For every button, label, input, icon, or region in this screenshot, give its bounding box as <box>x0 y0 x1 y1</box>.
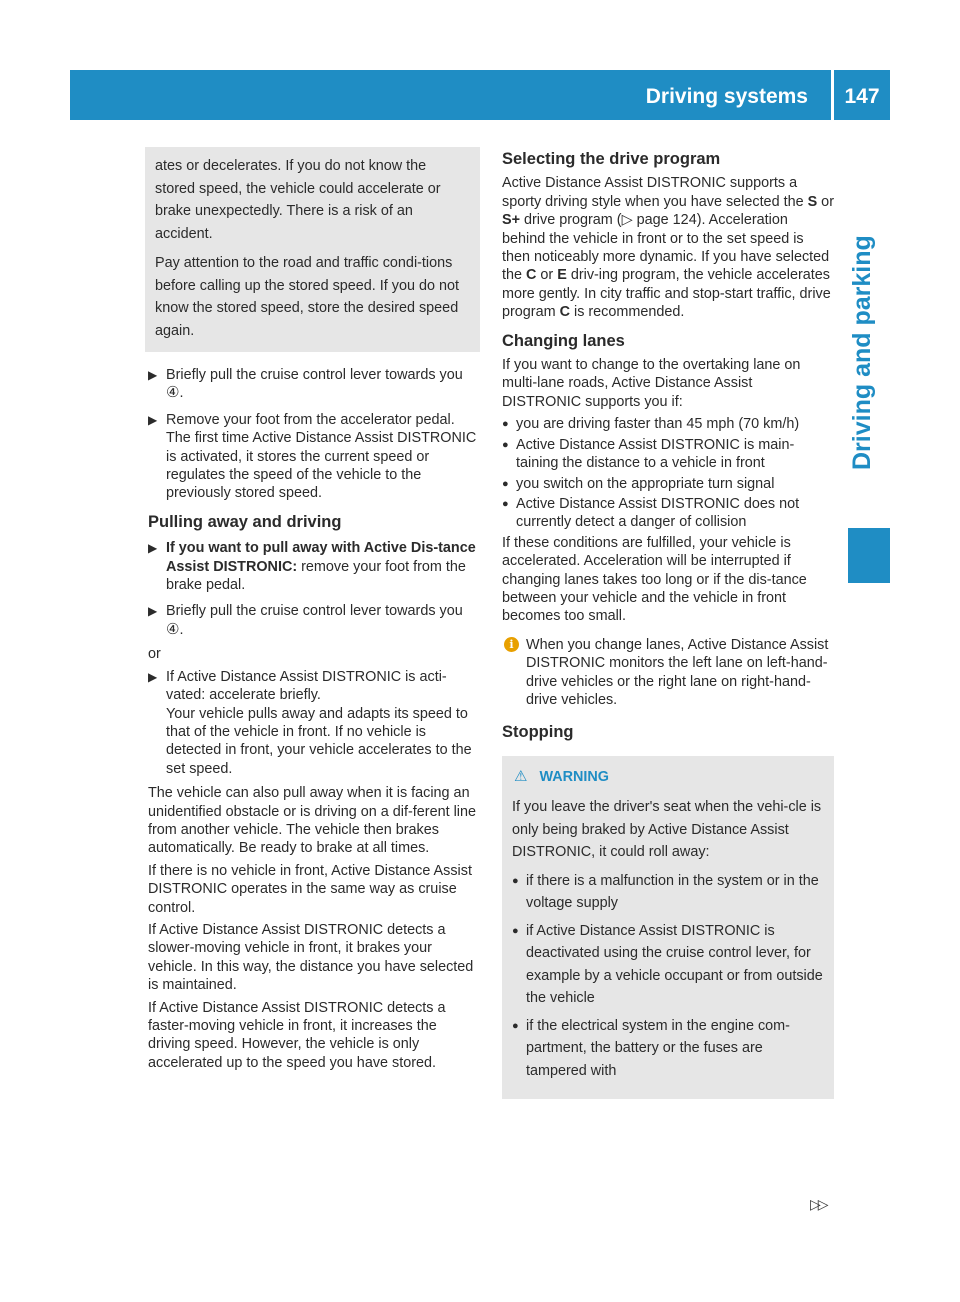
lanes-after: If these conditions are fulfilled, your vehicle is accelerated. Acceleration will be interrupted if changing lanes takes too long or if the dis-tance between your vehicle and the vehicle in front becomes too small. <box>502 534 807 625</box>
drive-program-text: Active Distance Assist DISTRONIC supports a sporty driving style when you have selected the S or S+ drive program (▷ page 124). Acceleration behind the vehicle in front or to the set speed is then noticeably more dynamic. If you have selected the C or E driv-ing program, the vehicle accelerates more gently. In city traffic and stop-start traffic, drive program C is recommended. <box>502 175 834 321</box>
right-column <box>502 150 834 1099</box>
section-title: Driving systems <box>645 85 808 108</box>
page-number: 147 <box>844 85 880 108</box>
chapter-tab-marker <box>848 528 890 583</box>
warning-continuation-box <box>145 147 480 352</box>
instruction-step: ▶ If Active Distance Assist DISTRONIC is acti-vated: accelerate briefly. Your vehicle pulls away and adapts its speed to that of the vehicle in front. If no vehicle is detected in front, your vehicle accelerates to the set speed. <box>148 668 472 777</box>
list-item: ● Active Distance Assist DISTRONIC is main-taining the distance to a vehicle in front <box>502 436 795 472</box>
ref-4: ④ <box>166 620 180 638</box>
heading-stopping: Stopping <box>502 723 574 742</box>
heading-drive-program: Selecting the drive program <box>502 150 721 168</box>
step-arrow-icon: ▶ <box>148 368 158 382</box>
chapter-tab-label: Driving and parking <box>848 235 876 470</box>
paragraph: If Active Distance Assist DISTRONIC detects a faster-moving vehicle in front, it increases the driving speed. However, the vehicle is only accelerated up to the speed you have stored. <box>148 999 446 1071</box>
list-item: ● Active Distance Assist DISTRONIC does not currently detect a danger of collision <box>502 495 800 531</box>
step-arrow-icon: ▶ <box>148 541 158 556</box>
instruction-step: ▶ Briefly pull the cruise control lever towards you ④. <box>148 367 463 402</box>
step-arrow-icon: ▶ <box>148 412 158 427</box>
continue-icon: ▷▷ <box>810 1196 826 1212</box>
warning-box <box>502 756 834 1100</box>
list-item: ● you switch on the appropriate turn signal <box>502 475 775 492</box>
paragraph: The vehicle can also pull away when it is facing an unidentified obstacle or is driving on a dif-ferent line from another vehicle. The vehicle then brakes automatically. Be ready to brake at all times. <box>148 785 476 857</box>
page-ref-icon: ▷ <box>621 212 633 229</box>
warning-intro: If you leave the driver's seat when the vehi-cle is only being braked by Active Distance Assist DISTRONIC, it could roll away: <box>512 799 822 861</box>
warning-list-item: ● if there is a malfunction in the system or in the voltage supply <box>512 872 819 912</box>
instruction-step: ▶ If you want to pull away with Active Dis-tance Assist DISTRONIC: remove your foot from the brake pedal. <box>148 540 476 594</box>
info-note: i When you change lanes, Active Distance Assist DISTRONIC monitors the left lane on left-hand-drive vehicles or the right lane on right-hand-drive vehicles. <box>502 636 834 710</box>
header-bar <box>70 70 890 120</box>
or-text: or <box>148 646 161 663</box>
lanes-intro: If you want to change to the overtaking lane on multi-lane roads, Active Distance Assist DISTRONIC supports you if: <box>502 357 801 410</box>
paragraph: If there is no vehicle in front, Active Distance Assist DISTRONIC operates in the same way as cruise control. <box>148 862 472 916</box>
warning-list-item: ● if the electrical system in the engine com-partment, the battery or the fuses are tampered with <box>512 1017 790 1079</box>
warning-text-2: Pay attention to the road and traffic condi-tions before calling up the stored speed. If you do not know the stored speed, store the desired speed again. <box>155 255 460 339</box>
left-column <box>148 147 480 1076</box>
step-arrow-icon: ▶ <box>148 604 158 619</box>
warning-title: ⚠ WARNING <box>514 767 610 785</box>
instruction-step: ▶ Briefly pull the cruise control lever towards you ④. <box>148 603 463 638</box>
warning-list-item: ● if Active Distance Assist DISTRONIC is deactivated using the cruise control lever, for example by a vehicle occupant or from outside the vehicle <box>512 922 823 1007</box>
warning-text-1: ates or decelerates. If you do not know the stored speed, the vehicle could accelerate or brake unexpectedly. There is a risk of an accident. <box>155 158 441 242</box>
warning-icon: ⚠ <box>514 767 528 785</box>
list-item: ● you are driving faster than 45 mph (70 km/h) <box>502 416 800 433</box>
ref-4: ④ <box>166 384 180 402</box>
heading-changing-lanes: Changing lanes <box>502 331 625 350</box>
info-icon: i <box>504 637 519 652</box>
step-arrow-icon: ▶ <box>148 669 158 684</box>
heading-pulling-away: Pulling away and driving <box>148 512 342 531</box>
paragraph: If Active Distance Assist DISTRONIC detects a slower-moving vehicle in front, it brakes your vehicle. In this way, the distance you have selected is maintained. <box>148 921 474 994</box>
instruction-step: ▶ Remove your foot from the accelerator pedal. The first time Active Distance Assist DISTRONIC is activated, it stores the current speed or regulates the speed of the vehicle to the previously stored speed. <box>148 411 477 502</box>
